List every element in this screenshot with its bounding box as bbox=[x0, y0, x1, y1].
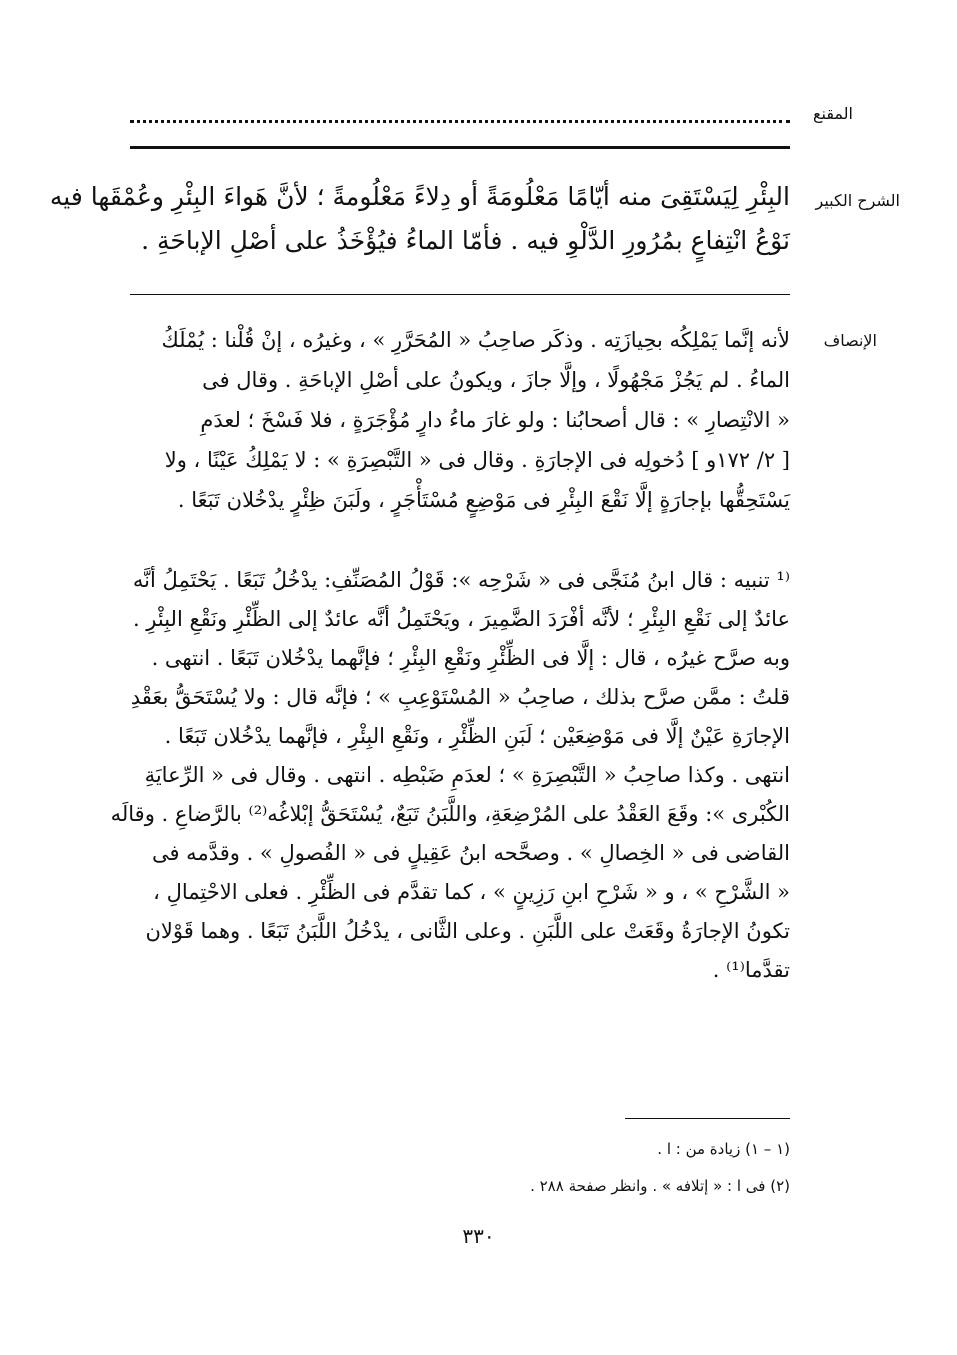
header-thick-rule bbox=[130, 146, 790, 149]
tanbih-note bbox=[110, 561, 790, 990]
sharh-text bbox=[49, 175, 790, 263]
insaf-text bbox=[130, 320, 790, 520]
running-title: المقنع bbox=[812, 104, 853, 123]
sharh-line-2: نَوْعُ انْتِفاعٍ بمُرُورِ الدَّلْوِ فيه . فأمّا الماءُ فيُؤْخَذُ على أصْلِ الإباحَةِ . bbox=[141, 226, 790, 255]
note-line-1: ⁽¹ تنبيه : قال ابنُ مُنَجَّى فى « شَرْحِه »: قَوْلُ المُصَنِّفِ: يدْخُلُ تَبَعًا . يَحْتَمِلُ أنَّه bbox=[132, 568, 790, 592]
note-line-6: انتهى . وكذا صاحِبُ « التَّبْصِرَةِ » ؛ لعدَمِ ضَبْطِه . انتهى . وقال فى « الرِّعايَةِ bbox=[144, 763, 790, 787]
insaf-line-1: لأنه إنَّما يَمْلِكُه بحِيازَتِه . وذكَر صاحِبُ « المُحَرَّرِ » ، وغيرُه ، إنْ قُلْنا : يُمْلَكُ bbox=[161, 328, 790, 352]
insaf-line-4: [ ٢/ ١٧٢و ] دُخولِه فى الإجارَةِ . وقال فى « التَّبْصِرَةِ » : لا يَمْلِكُ عَيْنًا ، ولا bbox=[164, 448, 790, 472]
section-divider bbox=[130, 294, 790, 295]
page-number: ٣٣٠ bbox=[462, 1224, 495, 1248]
insaf-line-2: الماءُ . لم يَجُزْ مَجْهُولًا ، وإلَّا جازَ ، ويكونُ على أصْلِ الإباحَةِ . وقال فى bbox=[202, 368, 790, 392]
insaf-label: الإنصاف bbox=[823, 331, 877, 350]
note-line-4: قلتُ : ممَّن صرَّح بذلك ، صاحِبُ « المُسْتَوْعِبِ » ؛ فإنَّه قال : ولا يُسْتَحَقُّ بعَقْدِ bbox=[130, 685, 790, 709]
insaf-line-5: يَسْتَحِقُّها بإجارَةٍ إلَّا نَقْعَ البِئْرِ فى مَوْضِعٍ مُسْتَأْجَرٍ ، ولَبَنَ ظِئْرٍ يدْخُلان تَبَعًا . bbox=[177, 488, 790, 512]
note-line-9: « الشَّرْحِ » ، و « شَرْحِ ابنِ رَزِينٍ » ، كما تقدَّم فى الظِّئْرِ . فعلى الاحْتِمالِ ، bbox=[153, 880, 790, 904]
note-line-8: القاضى فى « الخِصالِ » . وصحَّحه ابنُ عَقِيلٍ فى « الفُصولِ » . وقدَّمه فى bbox=[151, 841, 790, 865]
footnote-2: (٢) فى ا : « إتلافه » . وانظر صفحة ٢٨٨ . bbox=[530, 1177, 790, 1195]
footnote-1: (١ – ١) زيادة من : ا . bbox=[657, 1140, 790, 1158]
note-line-2: عائدٌ إلى نَقْعِ البِئْرِ ؛ لأنَّه أفْرَدَ الضَّمِيرَ ، ويَحْتَمِلُ أنَّه عائدٌ إلى الظِّئْرِ ونَقْعِ البِئْرِ . bbox=[132, 607, 790, 631]
footnote-rule bbox=[625, 1118, 790, 1119]
note-line-11: تقدَّما⁽¹⁾ . bbox=[712, 958, 790, 982]
note-line-3: وبه صرَّح غيرُه ، قال : إلَّا فى الظِّئْرِ ونَقْعِ البِئْرِ ؛ فإنَّهما يدْخُلان تَبَعًا . انتهى . bbox=[151, 646, 790, 670]
note-line-5: الإجارَةِ عَيْنٌ إلَّا فى مَوْضِعَيْن ؛ لَبَنِ الظِّئْرِ ، ونَقْعِ البِئْرِ ، فإنَّهما يدْخُلان تَبَعًا . bbox=[164, 724, 790, 748]
insaf-line-3: « الانْتِصارِ » : قال أصحابُنا : ولو غارَ ماءُ دارٍ مُؤْجَرَةٍ ، فلا فَسْخَ ؛ لعدَمِ bbox=[200, 408, 790, 432]
note-line-10: تكونُ الإجارَةُ وقَعَتْ على اللَّبَنِ . وعلى الثَّانى ، يدْخُلُ اللَّبَنُ تَبَعًا . وهما قَوْلان bbox=[145, 919, 790, 943]
sharh-label: الشرح الكبير bbox=[815, 191, 900, 210]
note-line-7: الكُبْرى »: وقَعَ العَقْدُ على المُرْضِعَةِ، واللَّبَنُ تَبَعٌ، يُسْتَحَقُّ إبْلاغُه⁽²⁾ بالرَّضاعِ . وقالَه bbox=[110, 802, 790, 826]
sharh-line-1: البِئْرِ لِيَسْتَقِىَ منه أيّامًا مَعْلُومَةً أو دِلاءً مَعْلُومةً ؛ لأنَّ هَواءَ البِئْرِ وعُمْقَها فيه bbox=[49, 182, 790, 211]
header-dotted-rule bbox=[130, 120, 790, 123]
